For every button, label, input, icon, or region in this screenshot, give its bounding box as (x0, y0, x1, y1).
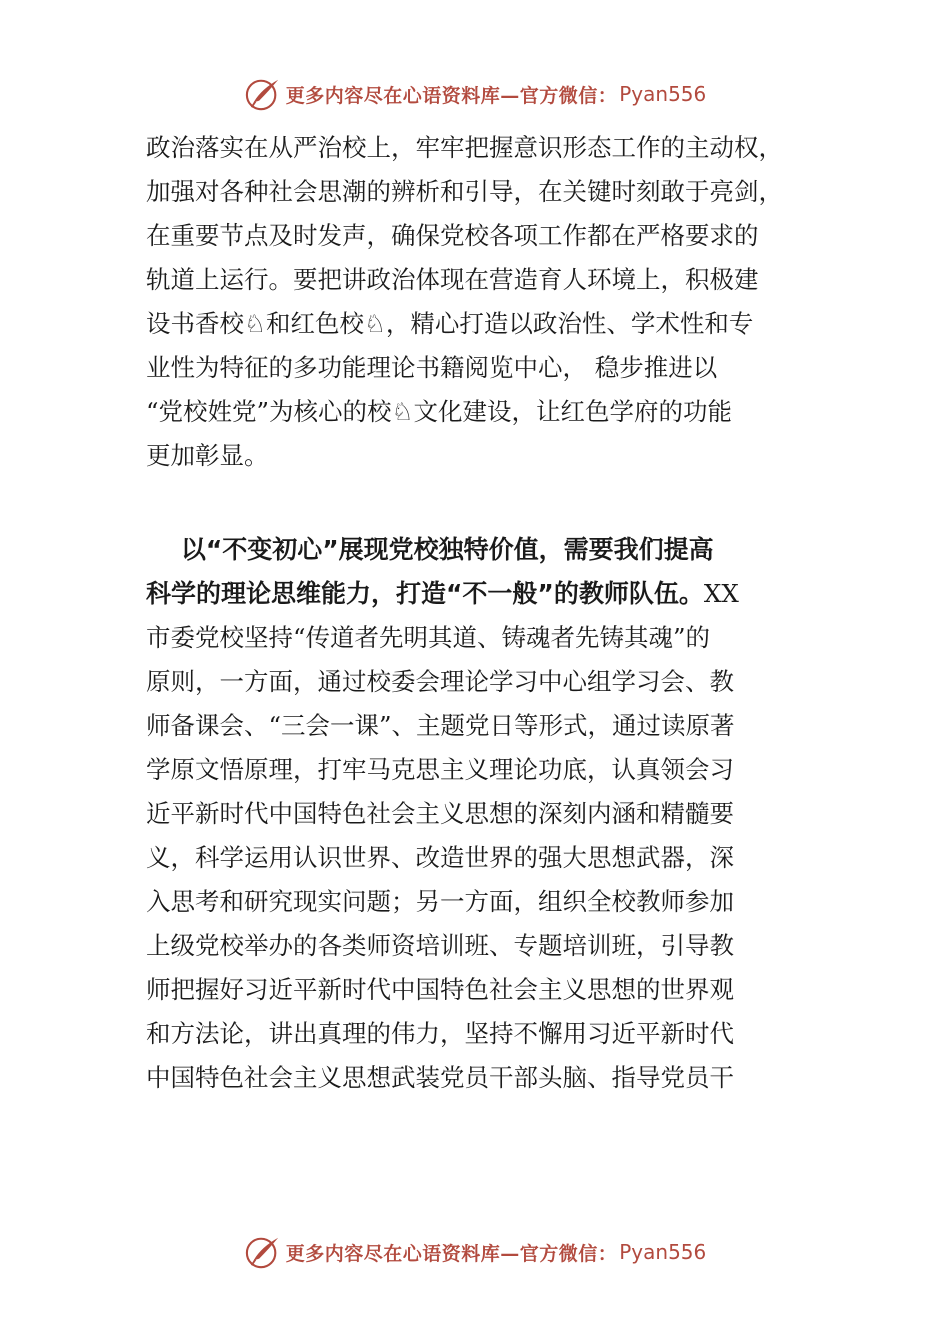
text-line: 义，科学运用认识世界、改造世界的强大思想武器，深 (146, 843, 734, 872)
text-line: 中国特色社会主义思想武装党员干部头脑、指导党员干 (146, 1063, 734, 1092)
text-tail: XX (703, 579, 739, 608)
quill-logo-icon (244, 1234, 282, 1270)
banner-handle: Pyan556 (619, 1240, 707, 1264)
text-line: 加强对各种社会思潮的辨析和引导，在关键时刻敢于亮剑， (146, 177, 783, 206)
quill-logo-icon (244, 76, 282, 112)
text-line: 近平新时代中国特色社会主义思想的深刻内涵和精髓要 (146, 799, 734, 828)
text-line: 入思考和研究现实问题；另一方面，组织全校教师参加 (146, 887, 734, 916)
text-line: 市委党校坚持“传道者先明其道、铸魂者先铸其魂”的 (146, 623, 711, 652)
banner-handle: Pyan556 (619, 82, 707, 106)
text-line: 学原文悟原理，打牢马克思主义理论功底，认真领会习 (146, 755, 734, 784)
text-line: 设书香校♘和红色校♘，精心打造以政治性、学术性和专 (146, 309, 754, 338)
banner-text: 更多内容尽在心语资料库—官方微信： (285, 84, 618, 107)
footer-banner (0, 1232, 950, 1272)
paragraph-2 (146, 528, 836, 1100)
text-line: 政治落实在从严治校上，牢牢把握意识形态工作的主动权， (146, 133, 783, 162)
paragraph-1 (146, 126, 836, 478)
header-banner (0, 74, 950, 114)
bold-lead-text: 科学的理论思维能力，打造“不一般”的教师队伍。 (146, 579, 704, 608)
text-line: 轨道上运行。要把讲政治体现在营造育人环境上，积极建 (146, 265, 759, 294)
text-line: 师把握好习近平新时代中国特色社会主义思想的世界观 (146, 975, 734, 1004)
text-line: 在重要节点及时发声，确保党校各项工作都在严格要求的 (146, 221, 759, 250)
text-line-bold (146, 528, 836, 572)
bold-lead-text: 以“不变初心”展现党校独特价值，需要我们提高 (146, 535, 714, 564)
banner-text: 更多内容尽在心语资料库—官方微信： (285, 1242, 618, 1265)
text-line: 和方法论，讲出真理的伟力，坚持不懈用习近平新时代 (146, 1019, 734, 1048)
text-line-bold (146, 572, 836, 616)
text-line: 业性为特征的多功能理论书籍阅览中心， 稳步推进以 (146, 353, 718, 382)
text-line: 更加彰显。 (146, 441, 269, 470)
text-line: “党校姓党”为核心的校♘文化建设，让红色学府的功能 (146, 397, 733, 426)
text-line: 原则，一方面，通过校委会理论学习中心组学习会、教 (146, 667, 734, 696)
text-line: 师备课会、“三会一课”、主题党日等形式，通过读原著 (146, 711, 735, 740)
text-line: 上级党校举办的各类师资培训班、专题培训班，引导教 (146, 931, 734, 960)
